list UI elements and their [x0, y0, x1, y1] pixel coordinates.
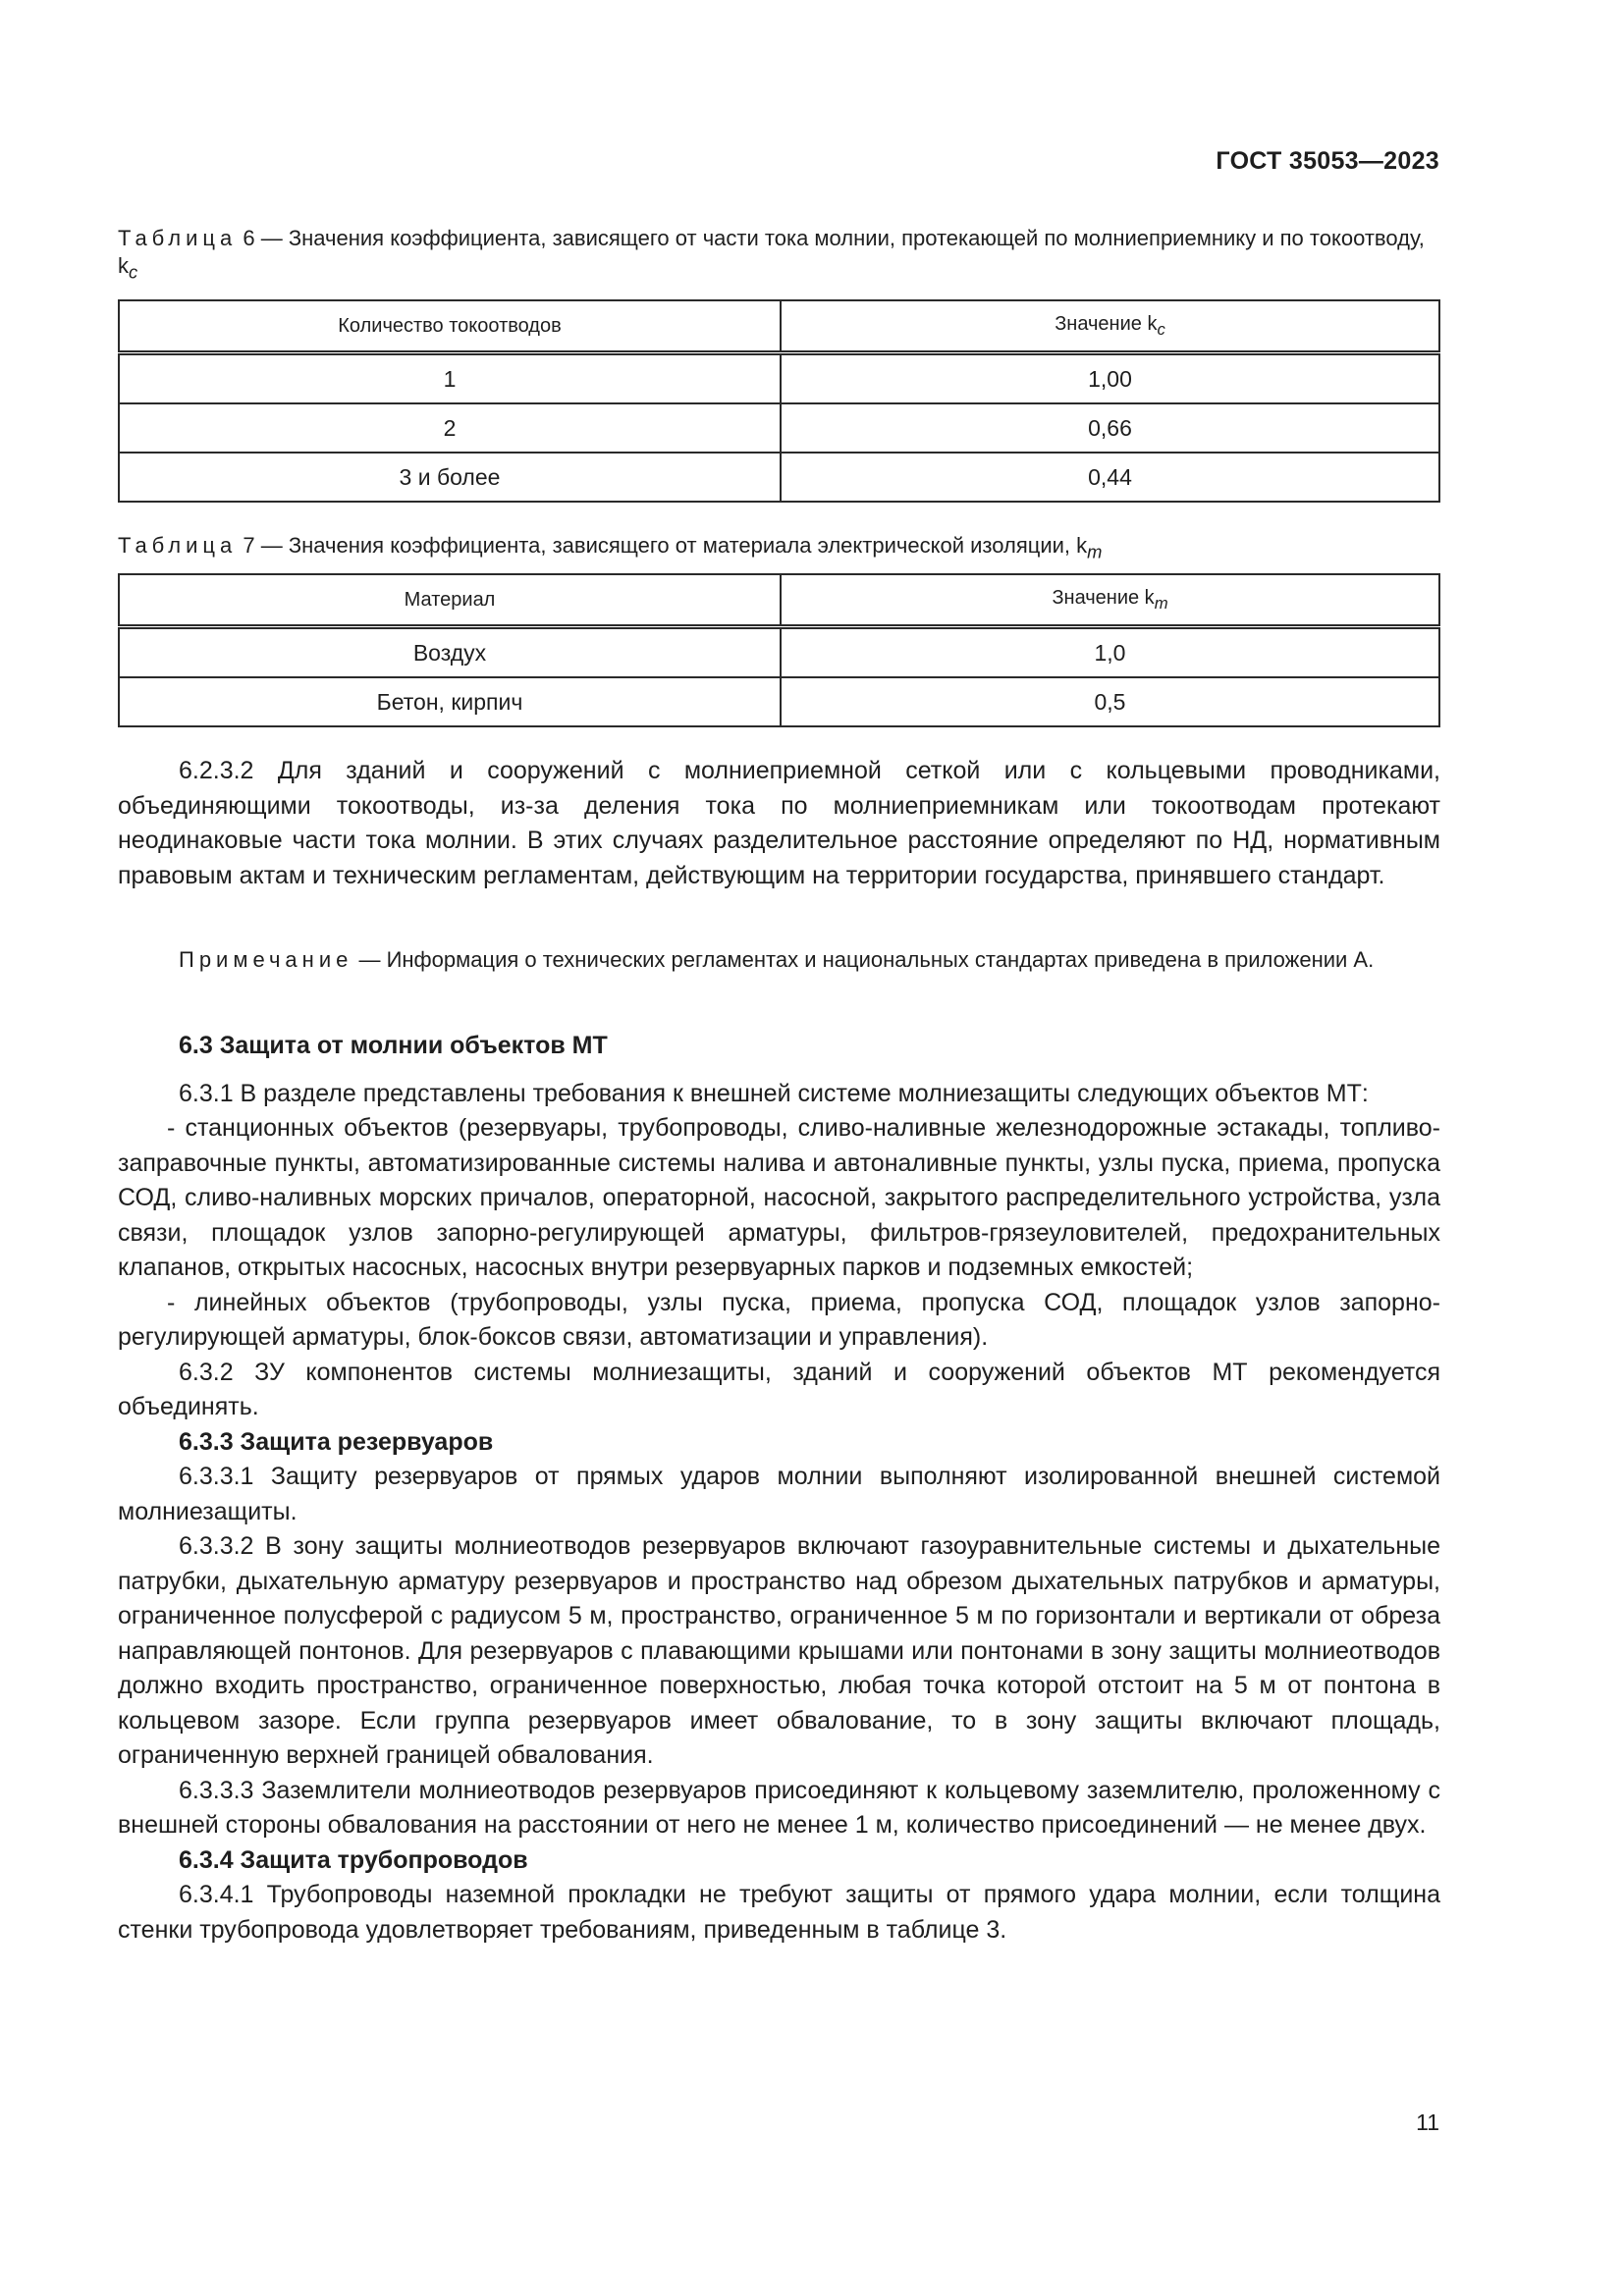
table-header-row — [119, 300, 1439, 353]
paragraph-6-3-3-2: 6.3.3.2 В зону защиты молниеотводов резервуаров включают газоуравнительные системы и дыхательные патрубки, дыхательную арматуру резервуаров и пространство над обрезом дыхательных патрубков и арматуры, ограниченное полусферой с радиусом 5 м, пространство, ограниченное 5 м по горизонтали и вертикали от обреза направляющей понтонов. Для резервуаров с плавающими крышами или понтонами в зону защиты молниеотводов должно входить пространство, ограниченное поверхностью, любая точка которой отстоит на 5 м от понтона в кольцевом зазоре. Если группа резервуаров имеет обвалование, то в зону защиты включают площадь, ограниченную верхней границей обвалования. — [118, 1532, 1440, 1769]
paragraph-6-3-2: 6.3.2 ЗУ компонентов системы молниезащиты, зданий и сооружений объектов МТ рекомендуется объединять. — [118, 1358, 1440, 1420]
note-label: Примечание — [179, 947, 353, 972]
table-6-col1-header: Количество токоотводов — [119, 300, 781, 353]
table-6 — [118, 299, 1440, 503]
section-6-3 — [118, 1029, 1440, 1948]
table-cell: 0,5 — [781, 677, 1439, 726]
table-6-caption-sub: c — [129, 261, 138, 283]
table-cell: 1,00 — [781, 353, 1439, 404]
table-row — [119, 627, 1439, 678]
table-7-caption — [118, 532, 1438, 565]
table-7-caption-text: 7 — Значения коэффициента, зависящего от материала электрической изоляции, k — [243, 533, 1088, 558]
page-number: 11 — [1416, 2109, 1439, 2135]
table-6-col2-text: Значение k — [1055, 312, 1158, 335]
table-7 — [118, 573, 1440, 727]
paragraph-6-3-1: 6.3.1 В разделе представлены требования к внешней системе молниезащиты следующих объектов МТ: — [179, 1079, 1369, 1107]
list-item: - линейных объектов (трубопроводы, узлы пуска, приема, пропуска СОД, площадок узлов запорно-регулирующей арматуры, блок-боксов связи, автоматизации и управления). — [118, 1288, 1440, 1351]
standard-code: ГОСТ 35053—2023 — [1216, 147, 1439, 175]
table-6-label: Таблица — [118, 226, 238, 250]
table-cell: 3 и более — [119, 453, 781, 502]
note — [118, 945, 1440, 975]
table-cell: Воздух — [119, 627, 781, 678]
table-cell: 1,0 — [781, 627, 1439, 678]
table-cell: 1 — [119, 353, 781, 404]
table-7-label: Таблица — [118, 533, 238, 558]
section-heading-6-3-3: 6.3.3 Защита резервуаров — [179, 1427, 494, 1456]
table-cell: 0,44 — [781, 453, 1439, 502]
table-7-col2-text: Значение k — [1052, 586, 1155, 609]
table-7-col2-sub: m — [1154, 593, 1168, 613]
list-item: - станционных объектов (резервуары, трубопроводы, сливо-наливные железнодорожные эстакады, топливо-заправочные пункты, автоматизированные системы налива и автоналивные пункты, узлы пуска, приема, пропуска СОД, сливо-наливных морских причалов, операторной, насосной, закрытого распределительного устройства, узла связи, площадок узлов запорно-регулирующей арматуры, фильтров-грязеуловителей, предохранительных клапанов, открытых насосных, насосных внутри резервуарных парков и подземных емкостей; — [118, 1114, 1440, 1281]
table-6-caption — [118, 225, 1438, 286]
note-text: — Информация о технических регламентах и национальных стандартах приведена в приложении А. — [352, 947, 1375, 972]
note-paragraph — [118, 945, 1440, 975]
paragraph-6-3-3-1: 6.3.3.1 Защиту резервуаров от прямых ударов молнии выполняют изолированной внешней системой молниезащиты. — [118, 1463, 1440, 1525]
table-6-col2-sub: c — [1157, 319, 1165, 339]
table-7-col1-header: Материал — [119, 574, 781, 627]
section-heading-6-3: 6.3 Защита от молнии объектов МТ — [179, 1032, 608, 1059]
table-header-row — [119, 574, 1439, 627]
table-6-col2-header — [781, 300, 1439, 353]
table-row — [119, 403, 1439, 453]
table-6-caption-text: 6 — Значения коэффициента, зависящего от части тока молнии, протекающей по молниеприемнику и по токоотводу, k — [118, 226, 1425, 278]
table-7-col2-header — [781, 574, 1439, 627]
table-cell: Бетон, кирпич — [119, 677, 781, 726]
section-heading-6-3-4: 6.3.4 Защита трубопроводов — [179, 1845, 528, 1874]
table-cell: 0,66 — [781, 403, 1439, 453]
paragraph-6-3-4-1: 6.3.4.1 Трубопроводы наземной прокладки не требуют защиты от прямого удара молнии, если толщина стенки трубопровода удовлетворяет требованиям, приведенным в таблице 3. — [118, 1881, 1440, 1944]
section-6-2-3-2 — [118, 754, 1440, 893]
table-row — [119, 677, 1439, 726]
table-cell: 2 — [119, 403, 781, 453]
paragraph: 6.2.3.2 Для зданий и сооружений с молниеприемной сеткой или с кольцевыми проводниками, объединяющими токоотводы, из-за деления тока по молниеприемникам или токоотводам протекают неодинаковые части тока молнии. В этих случаях разделительное расстояние определяют по НД, нормативным правовым актам и техническим регламентам, действующим на территории государства, принявшего стандарт. — [118, 757, 1440, 889]
table-7-caption-sub: m — [1087, 541, 1103, 562]
table-row — [119, 353, 1439, 404]
table-row — [119, 453, 1439, 502]
paragraph-6-3-3-3: 6.3.3.3 Заземлители молниеотводов резервуаров присоединяют к кольцевому заземлителю, проложенному с внешней стороны обвалования на расстоянии от него не менее 1 м, количество присоединений — не менее двух. — [118, 1776, 1440, 1839]
